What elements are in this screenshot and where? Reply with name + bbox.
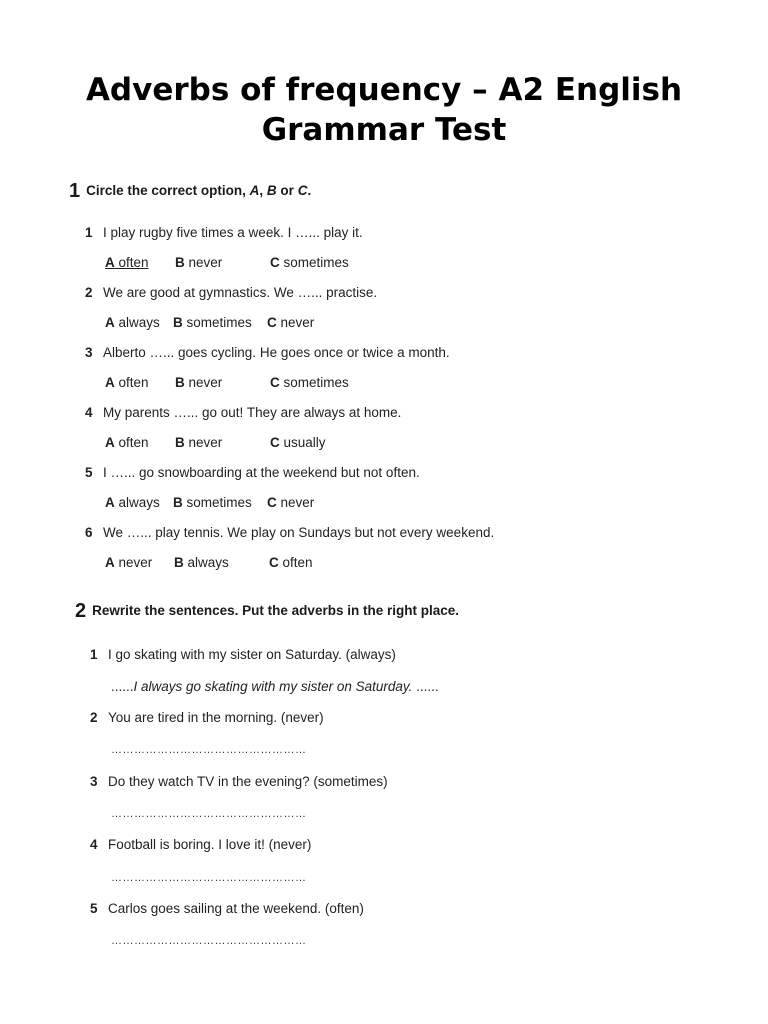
section-1-letter-a: A <box>249 183 260 198</box>
s1-question-text: Alberto …... goes cycling. He goes once or twice a month. <box>103 345 450 360</box>
s2-question-text: I go skating with my sister on Saturday. (always) <box>108 647 396 662</box>
s2-question-text: You are tired in the morning. (never) <box>108 710 324 725</box>
s1-question-text: We are good at gymnastics. We …... practise. <box>103 285 378 300</box>
s1-q4-option-b[interactable]: B never <box>175 435 223 450</box>
page-title <box>0 70 768 150</box>
s2-q5-answer-line[interactable]: …………………………………………… <box>111 935 307 947</box>
s2-question-5 <box>90 901 364 916</box>
s1-q2-option-a[interactable]: A always <box>105 315 160 330</box>
s1-q3-option-b[interactable]: B never <box>175 375 223 390</box>
s1-question-text: I play rugby five times a week. I …... play it. <box>103 225 363 240</box>
s2-q1-answer[interactable]: ......I always go skating with my sister on Saturday. ...... <box>111 679 439 694</box>
s2-q3-answer-line[interactable]: …………………………………………… <box>111 808 307 820</box>
section-1-instruction-prefix: Circle the correct option, <box>86 183 250 198</box>
s1-q6-option-c[interactable]: C often <box>269 555 313 570</box>
s1-q1-option-c[interactable]: C sometimes <box>270 255 349 270</box>
s1-question-number: 3 <box>85 345 93 360</box>
section-1-sep-2: or <box>276 183 298 198</box>
s1-question-number: 5 <box>85 465 93 480</box>
s1-question-number: 1 <box>85 225 93 240</box>
s1-q5-option-b[interactable]: B sometimes <box>173 495 252 510</box>
s1-question-1 <box>85 225 363 240</box>
s2-question-number: 3 <box>90 774 98 789</box>
s1-q4-option-c[interactable]: C usually <box>270 435 326 450</box>
s1-question-text: We …... play tennis. We play on Sundays but not every weekend. <box>103 525 495 540</box>
s2-question-text: Do they watch TV in the evening? (sometimes) <box>108 774 388 789</box>
section-1-header <box>69 180 311 203</box>
s1-question-number: 6 <box>85 525 93 540</box>
s2-question-text: Football is boring. I love it! (never) <box>108 837 312 852</box>
s1-q3-option-c[interactable]: C sometimes <box>270 375 349 390</box>
s2-question-2 <box>90 710 324 725</box>
s2-question-number: 4 <box>90 837 98 852</box>
s1-q5-option-c[interactable]: C never <box>267 495 315 510</box>
s1-question-2 <box>85 285 377 300</box>
s2-question-number: 5 <box>90 901 98 916</box>
s1-question-number: 2 <box>85 285 93 300</box>
s1-q6-option-a[interactable]: A never <box>105 555 153 570</box>
s2-question-text: Carlos goes sailing at the weekend. (often) <box>108 901 364 916</box>
section-2-header <box>75 600 459 623</box>
s1-question-5 <box>85 465 420 480</box>
s1-q4-option-a[interactable]: A often <box>105 435 149 450</box>
page-title-line-1: Adverbs of frequency – A2 English <box>85 72 683 108</box>
s1-question-text: I …... go snowboarding at the weekend but not often. <box>103 465 420 480</box>
s1-q5-option-a[interactable]: A always <box>105 495 160 510</box>
section-1-sep-1: , <box>259 183 267 198</box>
s1-q2-option-b[interactable]: B sometimes <box>173 315 252 330</box>
s2-question-number: 2 <box>90 710 98 725</box>
s2-q4-answer-line[interactable]: …………………………………………… <box>111 872 307 884</box>
s1-question-6 <box>85 525 494 540</box>
s1-question-3 <box>85 345 450 360</box>
section-2-instruction: Rewrite the sentences. Put the adverbs in the right place. <box>92 603 459 618</box>
s1-q3-option-a[interactable]: A often <box>105 375 149 390</box>
section-1-letter-b: B <box>266 183 277 198</box>
s1-q6-option-b[interactable]: B always <box>174 555 229 570</box>
section-2-number: 2 <box>75 600 87 622</box>
s2-q2-answer-line[interactable]: …………………………………………… <box>111 744 307 756</box>
s1-q2-option-c[interactable]: C never <box>267 315 315 330</box>
s1-question-4 <box>85 405 401 420</box>
page-title-line-2: Grammar Test <box>261 112 507 148</box>
s1-question-text: My parents …... go out! They are always at home. <box>103 405 402 420</box>
section-1-letter-c: C <box>297 183 308 198</box>
s2-question-3 <box>90 774 388 789</box>
section-1-number: 1 <box>69 180 81 202</box>
s2-question-number: 1 <box>90 647 98 662</box>
section-1-instruction-suffix: . <box>307 183 312 198</box>
s2-question-1 <box>90 647 396 662</box>
s1-q1-option-a[interactable]: A often <box>105 255 149 270</box>
s2-question-4 <box>90 837 311 852</box>
s1-question-number: 4 <box>85 405 93 420</box>
s1-q1-option-b[interactable]: B never <box>175 255 223 270</box>
